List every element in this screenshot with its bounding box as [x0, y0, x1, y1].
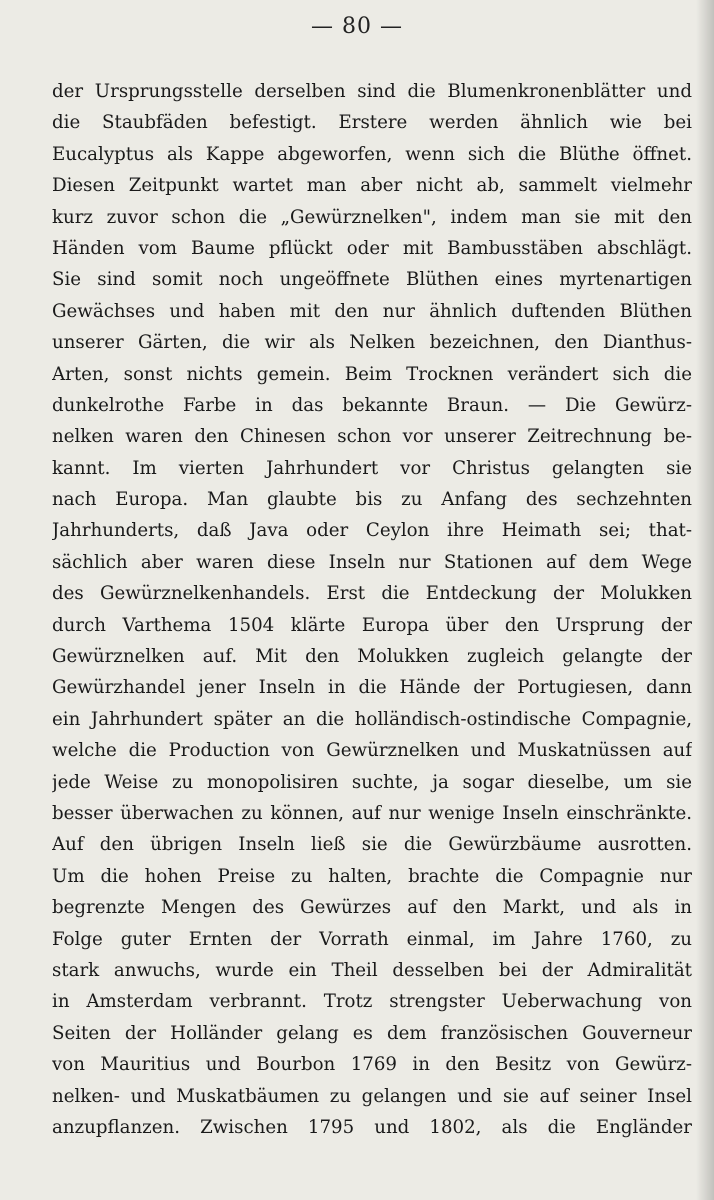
text-line: besser überwachen zu können, auf nur wenige Inseln einschränkte. — [52, 802, 692, 824]
text-line: Gewürznelken auf. Mit den Molukken zugleich gelangte der — [52, 646, 692, 668]
text-line: Um die hohen Preise zu halten, brachte die Compagnie nur — [52, 865, 692, 887]
text-line: anzupflanzen. Zwischen 1795 und 1802, als die Engländer — [52, 1116, 692, 1138]
text-line: Gewürzhandel jener Inseln in die Hände der Portugiesen, dann — [52, 677, 692, 699]
text-line: des Gewürznelkenhandels. Erst die Entdeckung der Molukken — [52, 583, 692, 605]
text-line: ein Jahrhundert später an die holländisch-ostindische Compagnie, — [52, 708, 692, 730]
text-line: begrenzte Mengen des Gewürzes auf den Markt, und als in — [52, 897, 692, 919]
text-line: sächlich aber waren diese Inseln nur Stationen auf dem Wege — [52, 551, 692, 573]
text-line: der Ursprungsstelle derselben sind die Blumenkronenblätter und — [52, 81, 692, 102]
text-line: die Staubfäden befestigt. Erstere werden ähnlich wie bei — [52, 112, 692, 134]
text-line: nelken- und Muskatbäumen zu gelangen und sie auf seiner Insel — [52, 1085, 692, 1107]
text-line: Diesen Zeitpunkt wartet man aber nicht ab, sammelt vielmehr — [52, 175, 692, 197]
text-line: kurz zuvor schon die „Gewürznelken", indem man sie mit den — [52, 206, 692, 228]
text-line: unserer Gärten, die wir als Nelken bezeichnen, den Dianthus- — [52, 332, 692, 354]
page-edge-shadow — [696, 0, 714, 1200]
text-line: nelken waren den Chinesen schon vor unserer Zeitrechnung be- — [52, 426, 692, 448]
text-line: Sie sind somit noch ungeöffnete Blüthen eines myrtenartigen — [52, 269, 692, 291]
text-line: Folge guter Ernten der Vorrath einmal, im Jahre 1760, zu — [52, 928, 692, 950]
text-line: durch Varthema 1504 klärte Europa über den Ursprung der — [52, 614, 692, 636]
text-line: jede Weise zu monopolisiren suchte, ja sogar dieselbe, um sie — [52, 771, 692, 793]
text-line: kannt. Im vierten Jahrhundert vor Christus gelangten sie — [52, 457, 692, 479]
text-line: Gewächses und haben mit den nur ähnlich duftenden Blüthen — [52, 300, 692, 322]
body-text — [52, 76, 692, 1143]
text-line: nach Europa. Man glaubte bis zu Anfang des sechzehnten — [52, 489, 692, 511]
text-line: welche die Production von Gewürznelken und Muskatnüssen auf — [52, 740, 692, 762]
text-line: stark anwuchs, wurde ein Theil desselben bei der Admiralität — [52, 959, 692, 981]
text-line: Seiten der Holländer gelang es dem französischen Gouverneur — [52, 1022, 692, 1044]
text-line: Jahrhunderts, daß Java oder Ceylon ihre Heimath sei; that- — [52, 520, 692, 542]
text-line: Auf den übrigen Inseln ließ sie die Gewürzbäume ausrotten. — [52, 834, 692, 856]
page-number: — 80 — — [311, 14, 403, 39]
text-line: Händen vom Baume pflückt oder mit Bambusstäben abschlägt. — [52, 237, 692, 259]
text-line: Eucalyptus als Kappe abgeworfen, wenn sich die Blüthe öffnet. — [52, 143, 692, 165]
text-line: in Amsterdam verbrannt. Trotz strengster Ueberwachung von — [52, 991, 692, 1013]
text-line: Arten, sonst nichts gemein. Beim Trocknen verändert sich die — [52, 363, 692, 385]
text-line: dunkelrothe Farbe in das bekannte Braun. — Die Gewürz- — [52, 394, 692, 416]
text-line: von Mauritius und Bourbon 1769 in den Besitz von Gewürz- — [52, 1054, 692, 1076]
